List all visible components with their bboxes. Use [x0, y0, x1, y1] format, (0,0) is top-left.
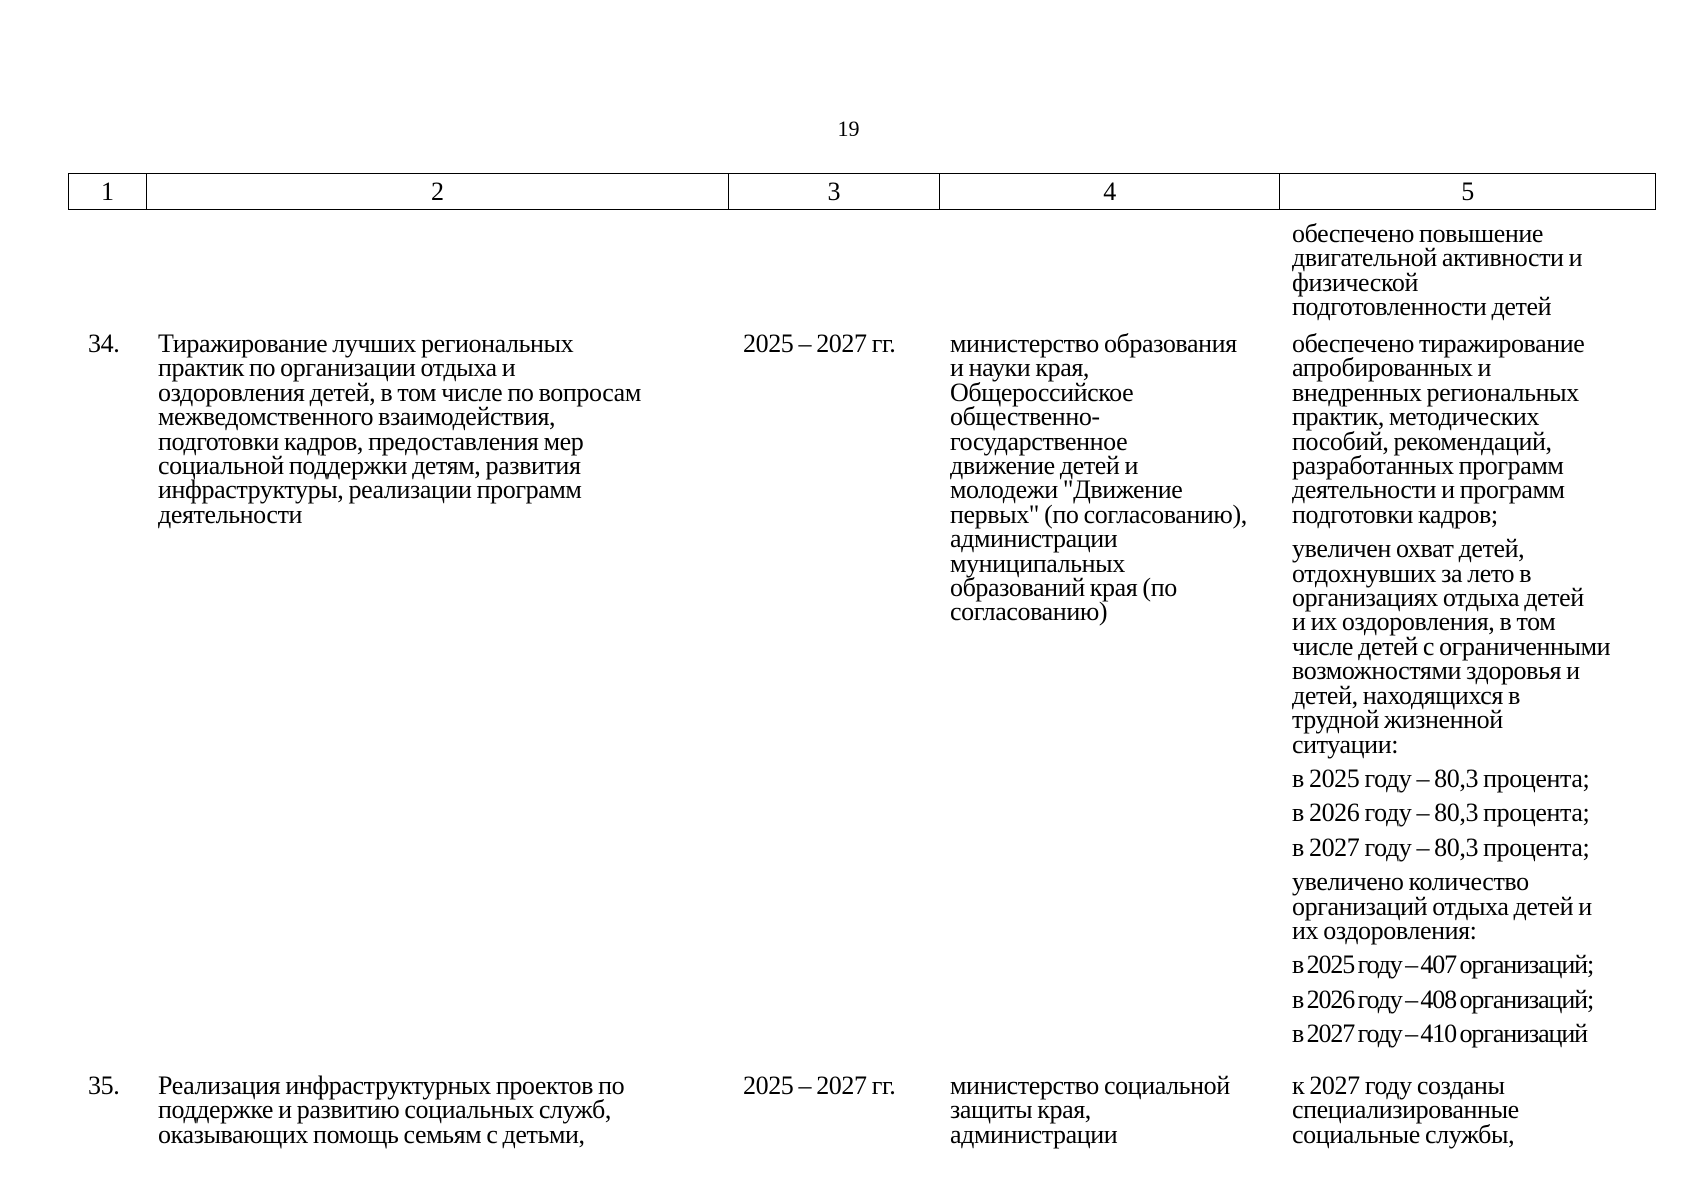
row-35-activity-name: Реализация инфраструктурных проектов по поддержке и развитию социальных служб, оказывающих помощь семьям с детьми,: [158, 1071, 625, 1149]
result-paragraph: увеличен охват детей, отдохнувших за лето в организациях отдыха детей и их оздоровления, в том числе детей с ограниченными возможностями здоровья и детей, находящихся в трудной жизненной ситуации:: [1292, 534, 1611, 759]
row-34-period: 2025 – 2027 гг.: [743, 329, 896, 358]
result-paragraph: увеличено количество организаций отдыха детей и их оздоровления:: [1292, 867, 1592, 945]
column-number-2: 2: [147, 174, 729, 209]
page-number: 19: [837, 116, 860, 141]
row-35-executors: министерство социальной защиты края, администрации: [950, 1071, 1230, 1149]
result-year-value: в 2025 году – 80,3 процента;: [1292, 763, 1590, 793]
result-year-value: в 2026 году – 408 организаций;: [1292, 984, 1594, 1014]
column-number-5: 5: [1461, 177, 1475, 206]
result-paragraph: обеспечено тиражирование апробированных и внедренных региональных практик, методических пособий, рекомендаций, разработанных программ деятельности и программ подготовки кадров;: [1292, 329, 1585, 529]
result-year-value: в 2027 году – 80,3 процента;: [1292, 832, 1590, 862]
result-year-value: в 2027 году – 410 организаций: [1292, 1019, 1587, 1049]
table-header-row: [68, 173, 1656, 210]
row-34-results: [1292, 329, 1672, 1049]
row-35-results: к 2027 году созданы специализированные социальные службы,: [1292, 1071, 1519, 1149]
result-year-value: в 2025 году – 407 организаций;: [1292, 950, 1594, 980]
column-number-3: 3: [729, 174, 940, 209]
row-34-activity-name: Тиражирование лучших региональных практик по организации отдыха и оздоровления детей, в том числе по вопросам межведомственного взаимодействия, подготовки кадров, предоставления мер социальной поддержки детям, развития инфраструктуры, реализации программ деятельности: [158, 329, 641, 529]
row-35-number: 35.: [88, 1071, 120, 1100]
column-number-4: 4: [940, 174, 1281, 209]
row-34-executors: министерство образования и науки края, Общероссийское общественно- государственное движение детей и молодежи "Движение первых" (по согласованию), администрации муниципальных образований края (по согласованию): [950, 329, 1247, 627]
row-35-period: 2025 – 2027 гг.: [743, 1071, 896, 1100]
column-number-1: 1: [69, 174, 147, 209]
continued-result-text: обеспечено повышение двигательной активности и физической подготовленности детей: [1292, 219, 1583, 322]
result-year-value: в 2026 году – 80,3 процента;: [1292, 798, 1590, 828]
row-34-number: 34.: [88, 329, 120, 358]
